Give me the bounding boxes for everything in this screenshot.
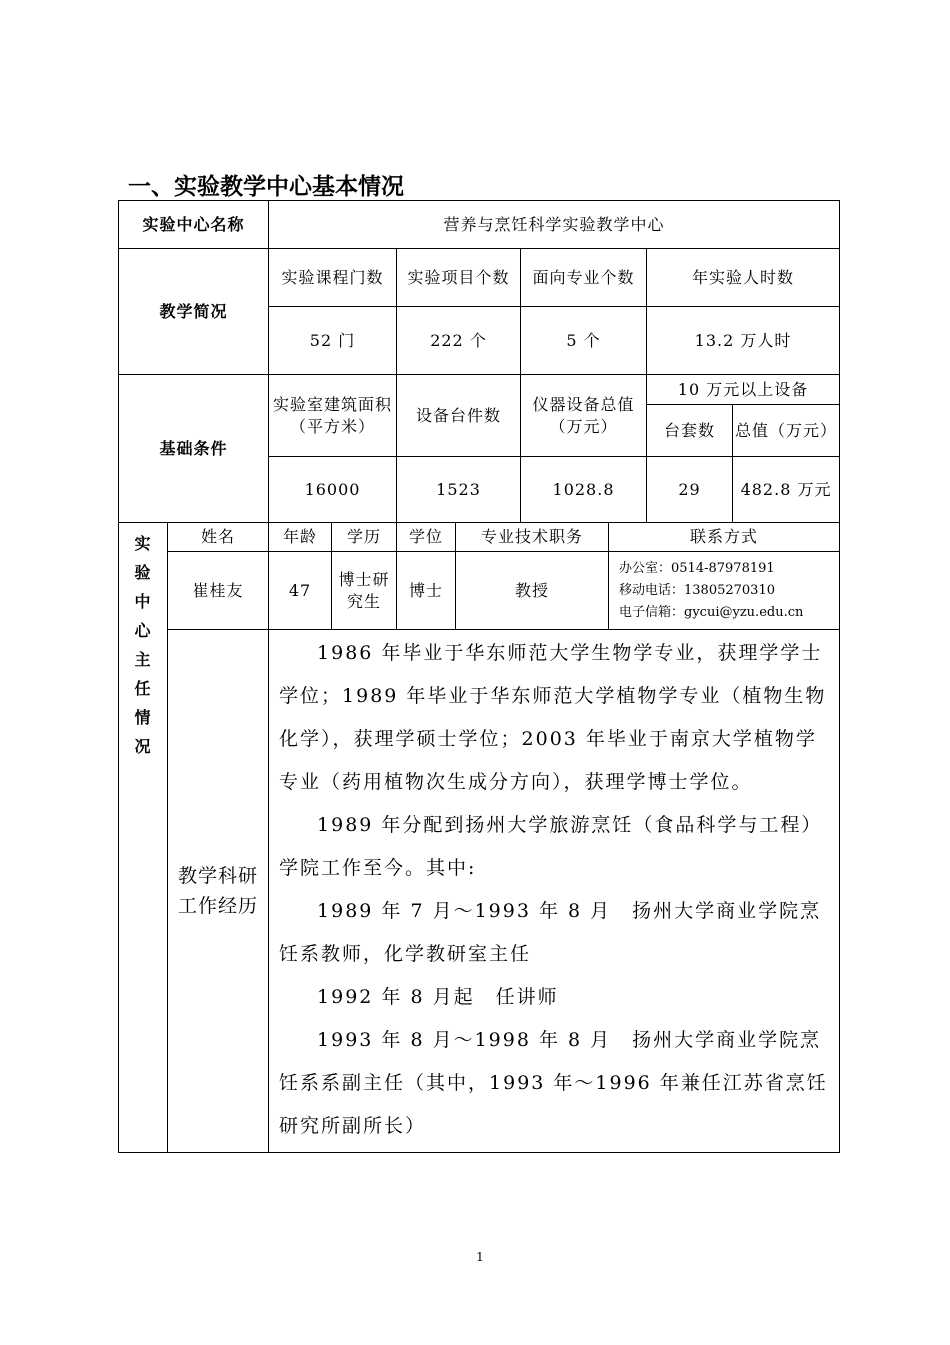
basic-conditions-label: 基础条件: [119, 375, 269, 523]
experience-label: 教学科研工作经历: [168, 630, 269, 1153]
area-value: 16000: [269, 457, 397, 523]
teaching-value-majors: 5 个: [521, 307, 647, 375]
sets-value: 29: [647, 457, 733, 523]
teaching-header-projects: 实验项目个数: [397, 249, 521, 307]
director-contact: [609, 552, 840, 630]
director-name: 崔桂友: [168, 552, 269, 630]
section-title: 一、实验教学中心基本情况: [128, 174, 404, 200]
center-name-label: 实验中心名称: [119, 201, 269, 249]
director-education: 博士研究生: [332, 552, 397, 630]
experience-paragraph: 1989 年分配到扬州大学旅游烹饪（食品科学与工程）学院工作至今。其中:: [279, 814, 823, 879]
teaching-header-majors: 面向专业个数: [521, 249, 647, 307]
director-header-name: 姓名: [168, 523, 269, 552]
director-header-education: 学历: [332, 523, 397, 552]
teaching-value-courses: 52 门: [269, 307, 397, 375]
contact-office: 办公室：0514-87978191: [619, 560, 775, 576]
sets-header: 台套数: [647, 405, 733, 457]
director-header-degree: 学位: [397, 523, 456, 552]
contact-email: 电子信箱：gycui@yzu.edu.cn: [619, 604, 804, 620]
basic-info-table: [118, 200, 840, 1153]
teaching-value-hours: 13.2 万人时: [647, 307, 840, 375]
director-age: 47: [269, 552, 332, 630]
experience-paragraph: 1989 年 7 月～1993 年 8 月 扬州大学商业学院烹饪系教师，化学教研室主任: [279, 900, 822, 965]
center-name-value: 营养与烹饪科学实验教学中心: [269, 201, 840, 249]
experience-paragraph: 1986 年毕业于华东师范大学生物学专业，获理学学士学位；1989 年毕业于华东师范大学植物学专业（植物生物化学），获理学硕士学位；2003 年毕业于南京大学植物学专业（药用植物次生成分方向），获理学博士学位。: [279, 642, 827, 793]
equip-count-header: 设备台件数: [397, 375, 521, 457]
total-value-header: 总值（万元）: [733, 405, 840, 457]
total-value-value: 482.8 万元: [733, 457, 840, 523]
experience-paragraph: 1993 年 8 月～1998 年 8 月 扬州大学商业学院烹饪系系副主任（其中，1993 年～1996 年兼任江苏省烹饪研究所副所长）: [279, 1029, 828, 1137]
director-header-contact: 联系方式: [609, 523, 840, 552]
teaching-header-courses: 实验课程门数: [269, 249, 397, 307]
contact-mobile: 移动电话：13805270310: [619, 582, 775, 598]
equip-value-header: 仪器设备总值（万元）: [521, 375, 647, 457]
director-label: 实验中心主任情况: [119, 523, 168, 1153]
director-header-title: 专业技术职务: [456, 523, 609, 552]
teaching-label: 教学简况: [119, 249, 269, 375]
experience-paragraph: 1992 年 8 月起 任讲师: [317, 986, 559, 1008]
experience-content: [269, 630, 840, 1153]
equip-count-value: 1523: [397, 457, 521, 523]
teaching-value-projects: 222 个: [397, 307, 521, 375]
director-header-age: 年龄: [269, 523, 332, 552]
area-header: 实验室建筑面积（平方米）: [269, 375, 397, 457]
equip-value-value: 1028.8: [521, 457, 647, 523]
teaching-header-hours: 年实验人时数: [647, 249, 840, 307]
page-number: 1: [476, 1250, 484, 1264]
large-equip-header: 10 万元以上设备: [647, 375, 840, 405]
director-degree: 博士: [397, 552, 456, 630]
director-title: 教授: [456, 552, 609, 630]
